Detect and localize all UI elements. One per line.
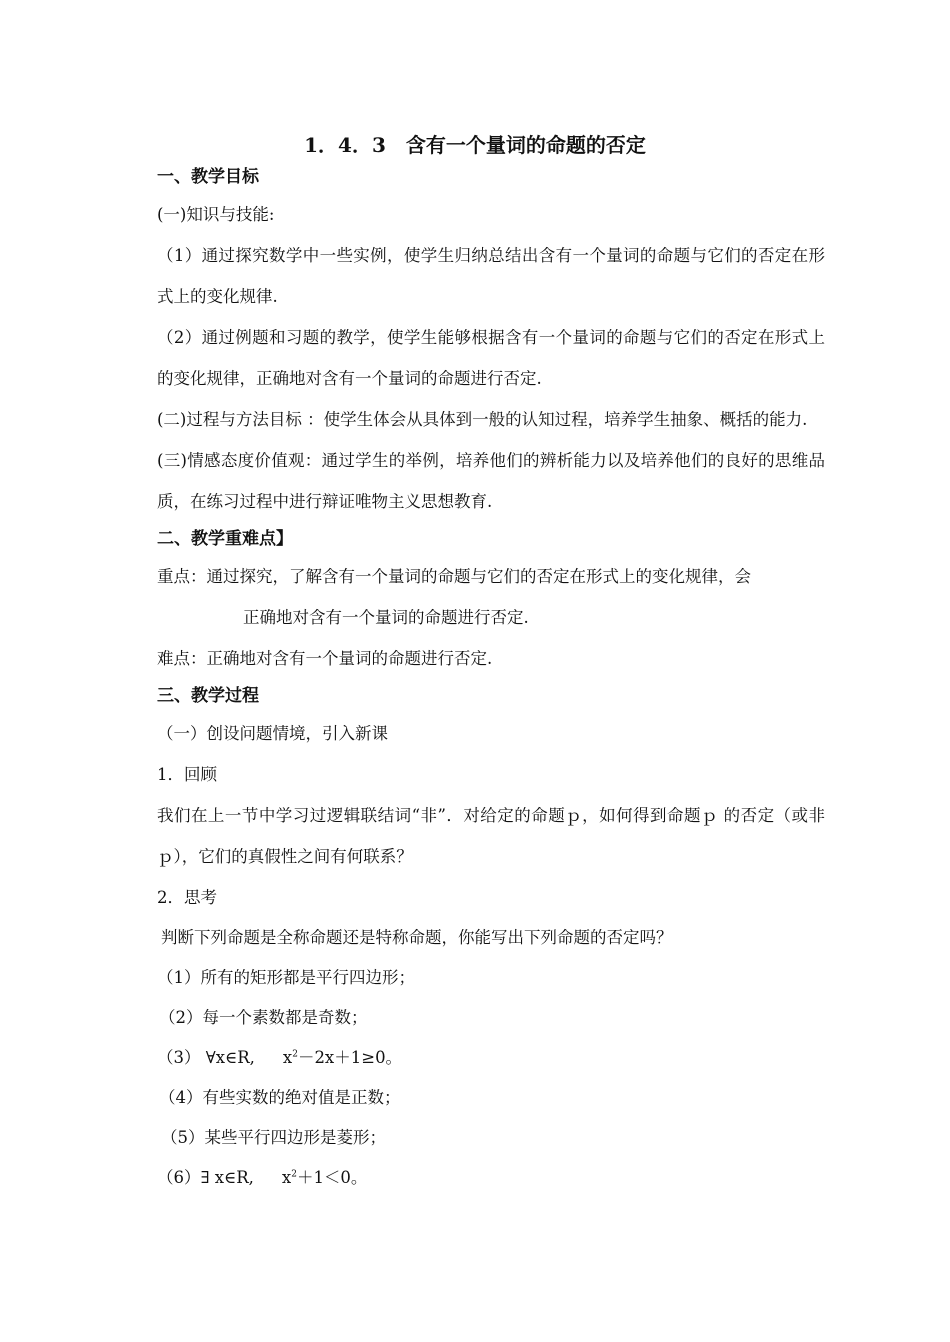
item-review: 1．回顾 — [157, 765, 217, 784]
difficult-point: 难点：正确地对含有一个量词的命题进行否定. — [157, 649, 493, 668]
item-think: 2．思考 — [157, 888, 217, 907]
question-6-expression: ＋1＜0。 — [296, 1168, 368, 1187]
question-6-exponent: 2 — [291, 1169, 297, 1180]
paragraph-objective-2: （2）通过例题和习题的教学，使学生能够根据含有一个量词的命题与它们的否定在形式上的变化规律，正确地对含有一个量词的命题进行否定. — [157, 328, 825, 388]
key-point-line-2: 正确地对含有一个量词的命题进行否定. — [243, 608, 529, 627]
question-6 — [157, 1158, 825, 1198]
subheading-situation: （一）创设问题情境，引入新课 — [157, 724, 388, 743]
section-heading-objectives: 一、教学目标 — [157, 167, 259, 187]
paragraph-review: 我们在上一节中学习过逻辑联结词“非”．对给定的命题ｐ，如何得到命题ｐ 的否定（或非ｐ），它们的真假性之间有何联系？ — [157, 806, 825, 866]
question-3-expression: －2x＋1≥0。 — [297, 1048, 403, 1067]
question-4: （4）有些实数的绝对值是正数； — [159, 1088, 401, 1107]
section-heading-process: 三、教学过程 — [157, 686, 259, 706]
question-3-prefix: （3） ∀x∈R, — [157, 1048, 255, 1067]
paragraph-think: 判断下列命题是全称命题还是特称命题，你能写出下列命题的否定吗？ — [161, 928, 673, 947]
question-1: （1）所有的矩形都是平行四边形； — [157, 968, 415, 987]
paragraph-process-method: (二)过程与方法目标 ：使学生体会从具体到一般的认知过程，培养学生抽象、概括的能力. — [157, 410, 808, 429]
key-point-line-1: 重点：通过探究，了解含有一个量词的命题与它们的否定在形式上的变化规律，会 — [157, 567, 751, 586]
paragraph-objective-1: （1）通过探究数学中一些实例，使学生归纳总结出含有一个量词的命题与它们的否定在形式上的变化规律. — [157, 246, 825, 306]
question-6-prefix: （6）∃ x∈R, — [157, 1168, 254, 1187]
section-heading-key-points: 二、教学重难点】 — [157, 529, 293, 549]
question-6-variable: x — [281, 1168, 292, 1187]
question-3-exponent: 2 — [292, 1049, 298, 1060]
question-2: （2）每一个素数都是奇数； — [159, 1008, 368, 1027]
question-5: （5）某些平行四边形是菱形； — [161, 1128, 386, 1147]
question-3-variable: x — [282, 1048, 293, 1067]
question-3 — [157, 1038, 825, 1078]
document-title: 1．4．3 含有一个量词的命题的否定 — [304, 133, 646, 157]
paragraph-emotion-values: (三)情感态度价值观：通过学生的举例，培养他们的辨析能力以及培养他们的良好的思维品质，在练习过程中进行辩证唯物主义思想教育. — [157, 451, 825, 511]
subheading-knowledge: (一)知识与技能: — [157, 205, 275, 224]
document-body — [157, 160, 825, 1198]
